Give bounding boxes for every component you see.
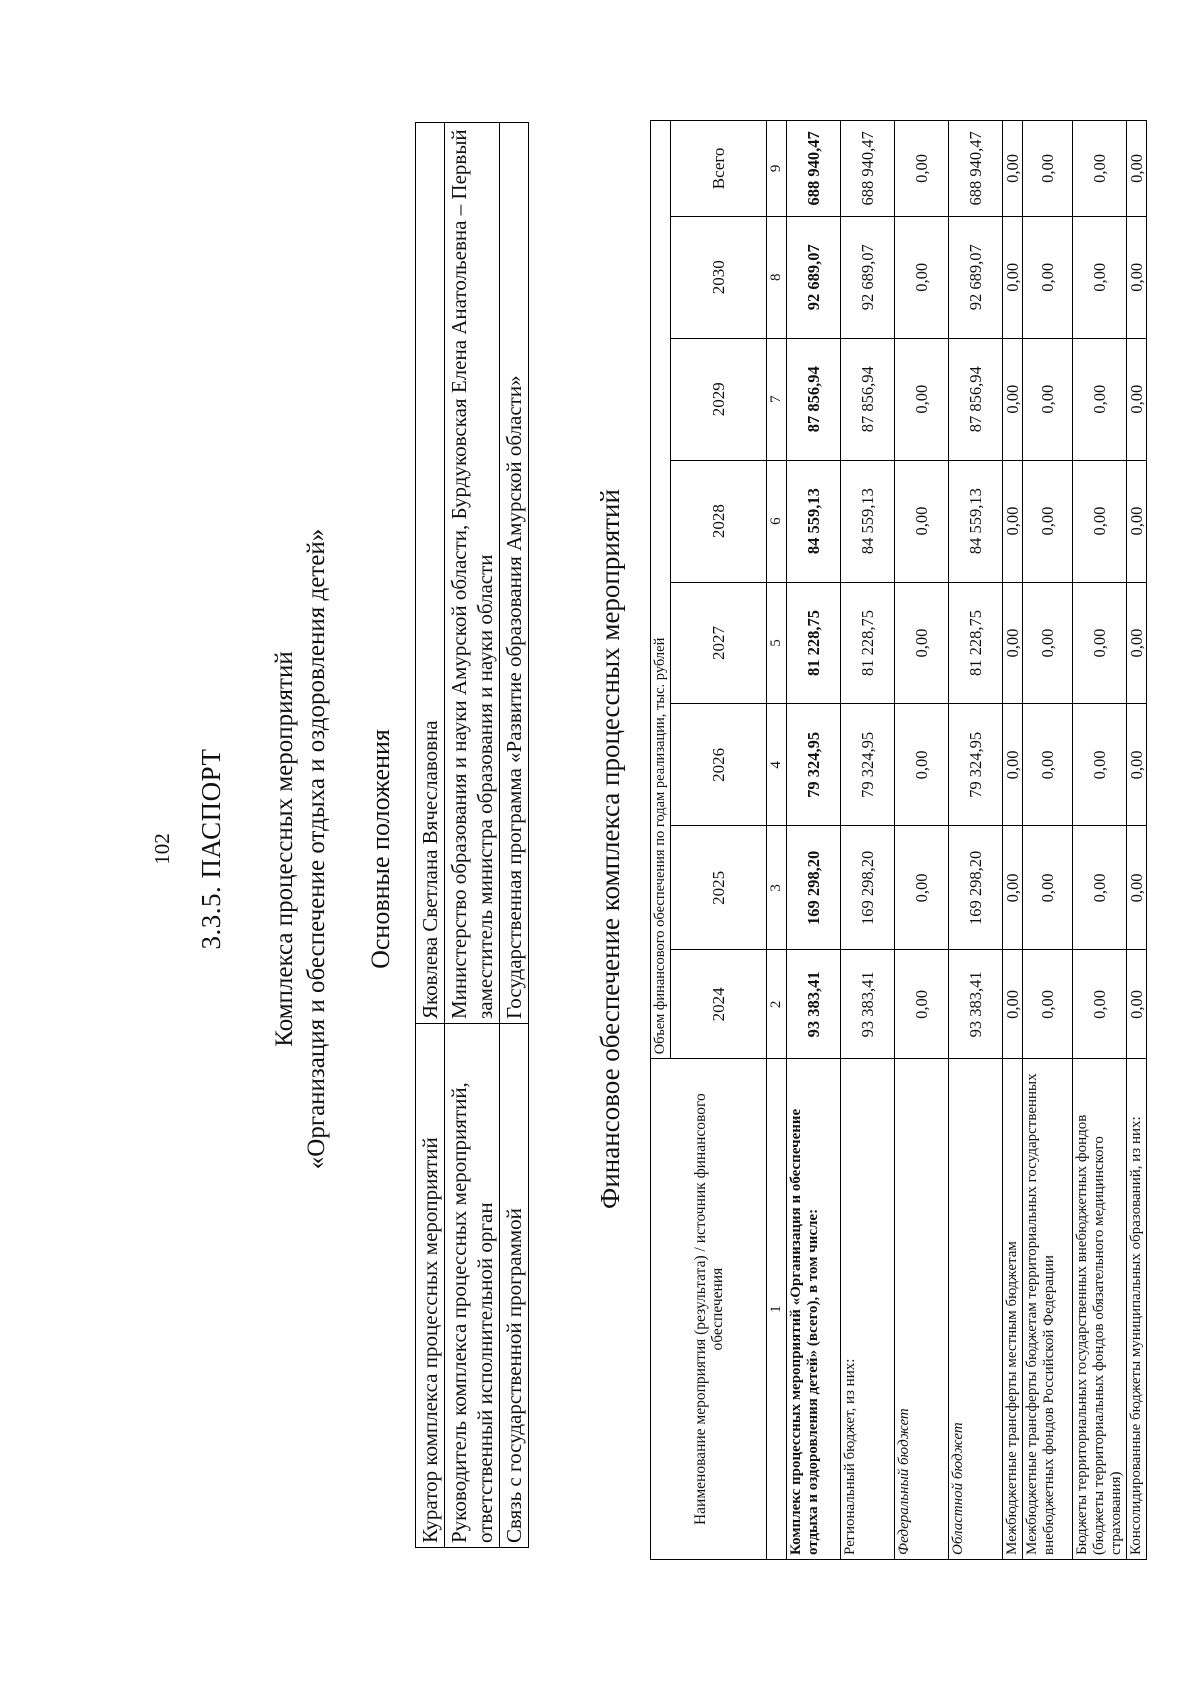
row-total: 688 940,47 xyxy=(841,121,895,217)
finance-table xyxy=(650,120,1147,1560)
row-value: 0,00 xyxy=(1127,338,1147,460)
row-name: Бюджеты территориальных государственных внебюджетных фондов (бюджеты территориальных фондов обязательного медицинского страхования) xyxy=(1073,1059,1127,1560)
row-name: Межбюджетные трансферты бюджетам территориальных государственных внебюджетных фондов Российской Федерации xyxy=(1023,1059,1073,1560)
table-row xyxy=(1127,121,1147,1560)
row-value: 79 324,95 xyxy=(949,704,1003,826)
row-value: 0,00 xyxy=(1073,826,1127,950)
row-value: 0,00 xyxy=(1127,460,1147,582)
row-value: 0,00 xyxy=(1023,338,1073,460)
program-link-label: Связь с государственной программой xyxy=(500,1024,529,1548)
row-name: Областной бюджет xyxy=(949,1059,1003,1560)
row-value: 0,00 xyxy=(1073,582,1127,704)
curator-value: Яковлева Светлана Вячеславовна xyxy=(416,123,445,1024)
row-value: 0,00 xyxy=(1127,216,1147,338)
year-header: 2029 xyxy=(671,338,767,460)
index-cell: 4 xyxy=(767,704,787,826)
row-value: 169 298,20 xyxy=(787,826,841,950)
row-name: Консолидированные бюджеты муниципальных образований, из них: xyxy=(1127,1059,1147,1560)
table-row xyxy=(1073,121,1127,1560)
table-row xyxy=(445,123,500,1548)
row-value: 93 383,41 xyxy=(841,950,895,1059)
row-value: 0,00 xyxy=(1003,216,1023,338)
row-value: 0,00 xyxy=(1073,704,1127,826)
row-value: 0,00 xyxy=(895,826,949,950)
table-row xyxy=(500,123,529,1548)
row-value: 87 856,94 xyxy=(841,338,895,460)
row-value: 0,00 xyxy=(1073,216,1127,338)
row-value: 81 228,75 xyxy=(949,582,1003,704)
table-row xyxy=(949,121,1003,1560)
index-cell: 8 xyxy=(767,216,787,338)
row-value: 0,00 xyxy=(1023,950,1073,1059)
volume-header: Объем финансового обеспечения по годам реализации, тыс. рублей xyxy=(651,121,671,1059)
row-value: 0,00 xyxy=(1003,950,1023,1059)
curator-label: Куратор комплекса процессных мероприятий xyxy=(416,1024,445,1548)
row-total: 0,00 xyxy=(1127,121,1147,217)
row-value: 0,00 xyxy=(1127,950,1147,1059)
year-header: 2025 xyxy=(671,826,767,950)
index-cell: 3 xyxy=(767,826,787,950)
row-value: 0,00 xyxy=(1003,338,1023,460)
row-value: 92 689,07 xyxy=(949,216,1003,338)
table-row xyxy=(416,123,445,1548)
row-value: 93 383,41 xyxy=(949,950,1003,1059)
index-cell: 9 xyxy=(767,121,787,217)
head-label: Руководитель комплекса процессных мероприятий, ответственный исполнительной орган xyxy=(445,1024,500,1548)
row-total: 688 940,47 xyxy=(787,121,841,217)
row-name: Межбюджетные трансферты местным бюджетам xyxy=(1003,1059,1023,1560)
row-name: Комплекс процессных мероприятий «Организация и обеспечение отдыха и оздоровления детей» (всего), в том числе: xyxy=(787,1059,841,1560)
index-cell: 5 xyxy=(767,582,787,704)
row-value: 0,00 xyxy=(895,216,949,338)
index-cell: 7 xyxy=(767,338,787,460)
row-value: 0,00 xyxy=(895,950,949,1059)
table-row xyxy=(895,121,949,1560)
row-value: 0,00 xyxy=(1023,216,1073,338)
passport-subtitle-line1: Комплекса процессных мероприятий xyxy=(271,651,298,1047)
year-header: 2026 xyxy=(671,704,767,826)
program-link-value: Государственная программа «Развитие образования Амурской области» xyxy=(500,123,529,1024)
table-row xyxy=(1023,121,1073,1560)
table-header-row xyxy=(651,121,671,1560)
row-total: 0,00 xyxy=(895,121,949,217)
row-value: 92 689,07 xyxy=(841,216,895,338)
row-value: 0,00 xyxy=(1023,582,1073,704)
row-total: 0,00 xyxy=(1003,121,1023,217)
finance-title: Финансовое обеспечение комплекса процессных мероприятий xyxy=(595,489,625,1209)
col-name-header: Наименование мероприятия (результата) / источник финансового обеспечения xyxy=(651,1059,767,1560)
index-cell: 6 xyxy=(767,460,787,582)
row-name: Региональный бюджет, из них: xyxy=(841,1059,895,1560)
row-value: 79 324,95 xyxy=(787,704,841,826)
year-header: 2028 xyxy=(671,460,767,582)
year-header: 2027 xyxy=(671,582,767,704)
head-value: Министерство образования и науки Амурской области, Бурдуковская Елена Анатольевна – Первый заместитель министра образования и науки области xyxy=(445,123,500,1024)
row-value: 0,00 xyxy=(1003,826,1023,950)
row-value: 0,00 xyxy=(1023,460,1073,582)
row-value: 93 383,41 xyxy=(787,950,841,1059)
row-value: 84 559,13 xyxy=(949,460,1003,582)
row-value: 0,00 xyxy=(895,582,949,704)
page-number: 102 xyxy=(150,833,174,865)
row-value: 0,00 xyxy=(1003,582,1023,704)
row-value: 81 228,75 xyxy=(841,582,895,704)
row-value: 0,00 xyxy=(895,460,949,582)
table-row xyxy=(1003,121,1023,1560)
row-value: 169 298,20 xyxy=(841,826,895,950)
index-cell: 1 xyxy=(767,1059,787,1560)
row-total: 0,00 xyxy=(1073,121,1127,217)
year-header: 2030 xyxy=(671,216,767,338)
total-header: Всего xyxy=(671,121,767,217)
passport-subtitle-line2: «Организация и обеспечение отдыха и оздоровления детей» xyxy=(303,528,330,1170)
index-row xyxy=(767,121,787,1560)
year-header: 2024 xyxy=(671,950,767,1059)
row-value: 0,00 xyxy=(895,338,949,460)
table-row xyxy=(841,121,895,1560)
row-value: 84 559,13 xyxy=(841,460,895,582)
basic-provisions-table xyxy=(415,122,529,1548)
row-value: 84 559,13 xyxy=(787,460,841,582)
row-value: 79 324,95 xyxy=(841,704,895,826)
row-value: 0,00 xyxy=(1127,704,1147,826)
table-row xyxy=(787,121,841,1560)
row-value: 0,00 xyxy=(1003,704,1023,826)
row-value: 0,00 xyxy=(1073,460,1127,582)
section-heading: 3.3.5. ПАСПОРТ xyxy=(196,748,226,950)
row-total: 688 940,47 xyxy=(949,121,1003,217)
row-value: 0,00 xyxy=(1023,826,1073,950)
row-value: 0,00 xyxy=(895,704,949,826)
row-value: 169 298,20 xyxy=(949,826,1003,950)
row-value: 0,00 xyxy=(1023,704,1073,826)
row-total: 0,00 xyxy=(1023,121,1073,217)
row-value: 0,00 xyxy=(1073,338,1127,460)
row-name: Федеральный бюджет xyxy=(895,1059,949,1560)
row-value: 87 856,94 xyxy=(787,338,841,460)
row-value: 87 856,94 xyxy=(949,338,1003,460)
row-value: 0,00 xyxy=(1073,950,1127,1059)
row-value: 92 689,07 xyxy=(787,216,841,338)
basic-provisions-title: Основные положения xyxy=(366,729,395,969)
row-value: 81 228,75 xyxy=(787,582,841,704)
row-value: 0,00 xyxy=(1127,826,1147,950)
row-value: 0,00 xyxy=(1003,460,1023,582)
index-cell: 2 xyxy=(767,950,787,1059)
row-value: 0,00 xyxy=(1127,582,1147,704)
